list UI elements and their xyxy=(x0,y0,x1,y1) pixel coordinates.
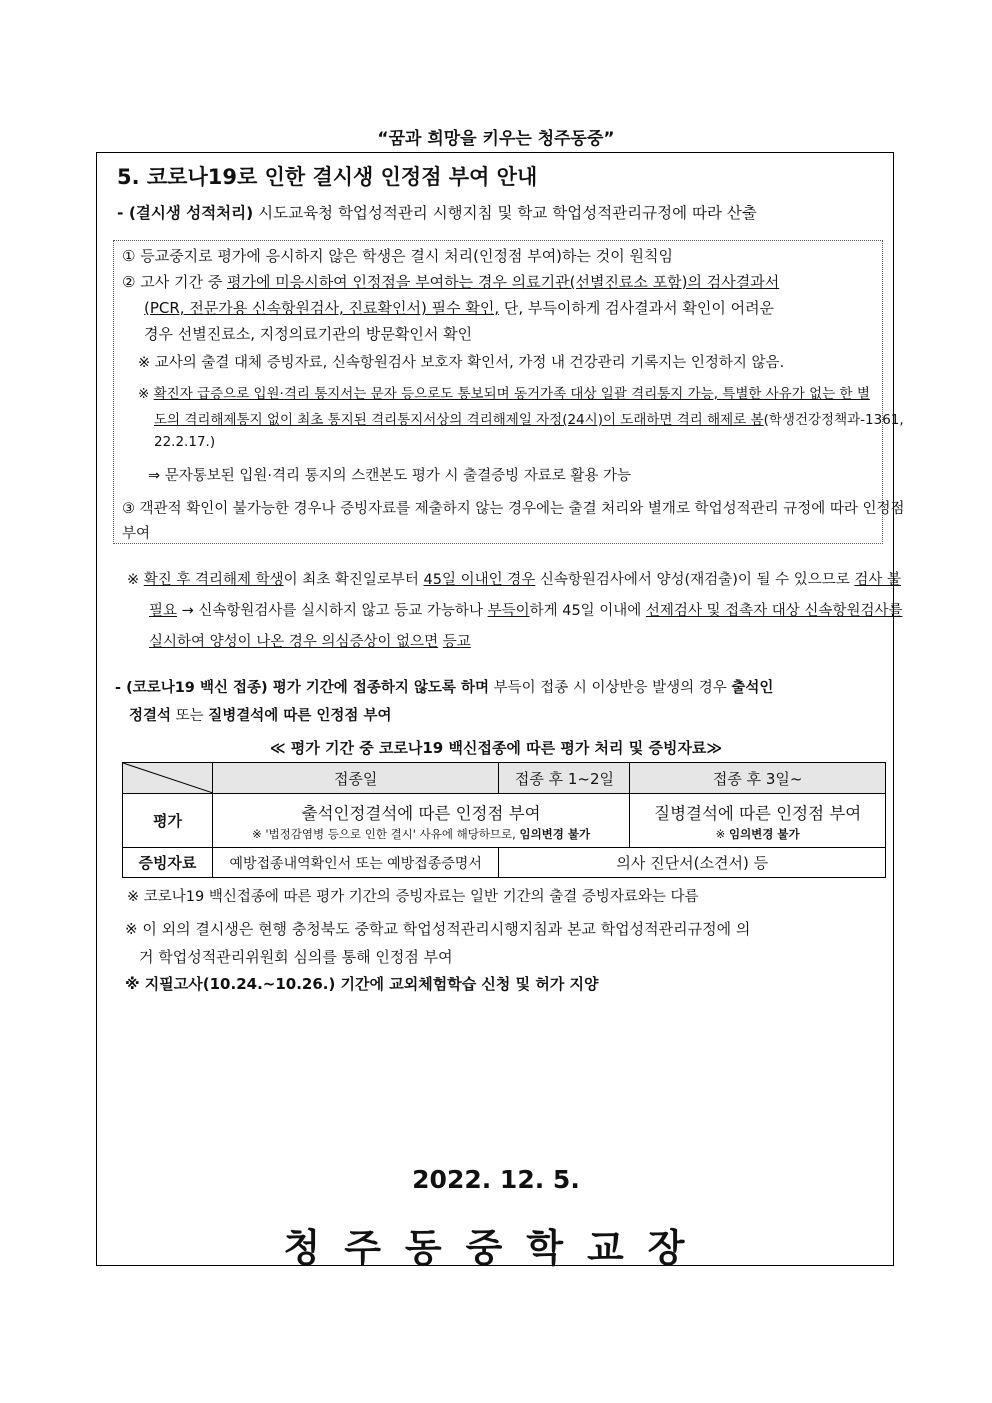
notice-frame xyxy=(96,152,905,1270)
grading-text: 시도교육청 학업성적관리 시행지침 및 학교 학업성적관리규정에 따라 산출 xyxy=(253,204,757,222)
confirmed-text-3: → 신속항원검사를 실시하지 않고 등교 가능하나 xyxy=(177,603,488,619)
document-date: 2022. 12. 5. xyxy=(412,1165,580,1194)
eval-note-1-2 xyxy=(213,826,629,842)
confirmed-emph-8: 등교 xyxy=(442,634,471,650)
diagonal-corner-cell xyxy=(123,763,213,794)
eval-main-1-2: 출석인정결석에 따른 인정점 부여 xyxy=(301,803,541,823)
eval-note-3-plus xyxy=(630,826,885,842)
eval-note-1-2-emph: 임의변경 불가 xyxy=(519,826,591,841)
confirmed-emph-7: 실시하여 양성이 나온 경우 의심증상이 없으면 xyxy=(149,634,439,650)
confirmed-text-4: 하게 45일 이내에 xyxy=(529,603,646,619)
rule-item-2-emph: 평가에 미응시하여 인정점을 부여하는 경우 의료기관(선별진료소 포함)의 검사결과서 xyxy=(226,273,780,291)
confirmed-emph-4: 필요 xyxy=(149,603,178,619)
other-absence-note-line1: ※ 이 외의 결시생은 현행 충청북도 중학교 학업성적관리시행지침과 본교 학업성적관리규정에 의 xyxy=(125,920,751,938)
grading-label: - (결시생 성적처리) xyxy=(117,204,254,222)
eval-note-1-2-text: ※ '법정감염병 등으로 인한 결시' 사유에 해당하므로, xyxy=(252,826,520,841)
rule-item-3-line1: ③ 객관적 확인이 불가능한 경우나 증빙자료를 제출하지 않는 경우에는 출결 처리와 별개로 학업성적관리 규정에 따라 인정점 xyxy=(122,501,905,517)
school-motto: “꿈과 희망을 키우는 청주동중” xyxy=(377,129,615,149)
isolation-note-ref: (학생건강정책과-1361, xyxy=(763,412,904,428)
other-absence-note-line2: 거 학업성적관리위원회 심의를 통해 인정점 부여 xyxy=(139,948,453,966)
header-day-3-plus: 접종 후 3일~ xyxy=(630,763,886,794)
teacher-proof-note: ※ 교사의 출결 대체 증빙자료, 신속항원검사 보호자 확인서, 가정 내 건강관리 기록지는 인정하지 않음. xyxy=(138,355,785,371)
vaccine-emph-1: 평가 기간에 접종하지 않도록 하며 xyxy=(272,680,489,696)
proof-cell-vaccination-day: 예방접종내역확인서 또는 예방접종증명서 xyxy=(212,848,499,878)
section-title: 5. 코로나19로 인한 결시생 인정점 부여 안내 xyxy=(117,165,538,189)
eval-cell-day-1-2 xyxy=(212,794,629,848)
rule-item-2-line3: 경우 선별진료소, 지정의료기관의 방문확인서 확인 xyxy=(144,325,473,343)
confirmed-emph-5: 부득이 xyxy=(487,603,530,619)
vaccine-text-1: 부득이 접종 시 이상반응 발생의 경우 xyxy=(489,680,732,696)
header-day-1-2: 접종 후 1~2일 xyxy=(499,763,630,794)
vaccine-emph-2: 출석인 xyxy=(731,680,774,696)
confirmed-emph-6: 선제검사 및 접촉자 대상 신속항원검사를 xyxy=(645,603,903,619)
rule-item-2-rest: 단, 부득이하게 검사결과서 확인이 어려운 xyxy=(499,299,775,317)
vaccine-header-line1 xyxy=(115,676,773,697)
eval-note-3-plus-emph: 임의변경 불가 xyxy=(728,826,800,841)
rule-item-2-emph2: (PCR, 전문가용 신속항원검사, 진료확인서) 필수 확인, xyxy=(144,299,500,317)
row-label-proof: 증빙자료 xyxy=(123,848,213,878)
table-footnote: ※ 코로나19 백신접종에 따른 평가 기간의 증빙자료는 일반 기간의 출결 증빙자료와는 다름 xyxy=(127,889,699,905)
rules-box xyxy=(113,240,905,544)
confirmed-note-line3 xyxy=(149,630,471,651)
table-caption: ≪ 평가 기간 중 코로나19 백신접종에 따른 평가 처리 및 증빙자료≫ xyxy=(269,739,723,757)
principal-signature: 청주동중학교장 xyxy=(283,1226,709,1270)
isolation-note-line2 xyxy=(154,408,904,428)
rule-item-2-line2 xyxy=(144,297,774,318)
confirmed-text-1: 이 최초 확진일로부터 xyxy=(283,572,424,588)
isolation-note-line3: 22.2.17.) xyxy=(154,434,216,450)
field-trip-note: ※ 지필고사(10.24.~10.26.) 기간에 교외체험학습 신청 및 허가 지양 xyxy=(125,975,599,993)
rule-item-2-line1 xyxy=(122,271,779,292)
confirmed-text-2: 신속항원검사에서 양성(재검출)이 될 수 있으므로 xyxy=(535,572,855,588)
eval-cell-day-3-plus xyxy=(630,794,886,848)
confirmed-emph-3: 검사 불 xyxy=(854,572,902,588)
vaccine-table xyxy=(122,762,886,878)
rule-item-1: ① 등교중지로 평가에 응시하지 않은 학생은 결시 처리(인정점 부여)하는 것이 원칙임 xyxy=(122,247,674,265)
table-header-row xyxy=(123,763,886,794)
proof-cell-after: 의사 진단서(소견서) 등 xyxy=(499,848,886,878)
confirmed-note-mark: ※ xyxy=(127,572,144,588)
grading-header xyxy=(117,201,757,223)
confirmed-emph-2: 45일 이내인 경우 xyxy=(423,572,536,588)
confirmed-emph-1: 확진 후 격리해제 학생 xyxy=(143,572,284,588)
rule-item-3-line2: 부여 xyxy=(122,526,151,542)
table-row-evaluation xyxy=(123,794,886,848)
vaccine-label: - (코로나19 백신 접종) xyxy=(115,680,273,696)
table-row-proof xyxy=(123,848,886,878)
eval-note-3-plus-mark: ※ xyxy=(715,826,729,841)
vaccine-text-2: 또는 xyxy=(171,708,209,724)
confirmed-note-line2 xyxy=(149,599,902,620)
vaccine-header-line2 xyxy=(129,704,392,725)
text-scan-note: ⇒ 문자통보된 입원·격리 통지의 스캔본도 평가 시 출결증빙 자료로 활용 가능 xyxy=(148,468,632,484)
header-vaccination-day: 접종일 xyxy=(212,763,499,794)
isolation-note-emph: 확진자 급증으로 입원·격리 통지서는 문자 등으로도 통보되며 동거가족 대상 일괄 격리통지 가능, 특별한 사유가 없는 한 별 xyxy=(153,386,870,402)
isolation-note-emph2: 도의 격리해제통지 없이 최초 통지된 격리통지서상의 격리해제일 자정(24시)이 도래하면 격리 해제로 봄 xyxy=(154,412,764,428)
eval-main-3-plus: 질병결석에 따른 인정점 부여 xyxy=(654,803,862,823)
isolation-note-line1 xyxy=(138,382,870,402)
isolation-note-mark: ※ xyxy=(138,386,154,402)
confirmed-note-line1 xyxy=(127,568,901,589)
row-label-evaluation: 평가 xyxy=(123,794,213,848)
rule-item-2-prefix: ② 고사 기간 중 xyxy=(122,273,227,291)
diagonal-line-icon xyxy=(123,763,213,793)
vaccine-emph-4: 질병결석에 따른 인정점 부여 xyxy=(208,708,392,724)
vaccine-emph-3: 정결석 xyxy=(129,708,172,724)
